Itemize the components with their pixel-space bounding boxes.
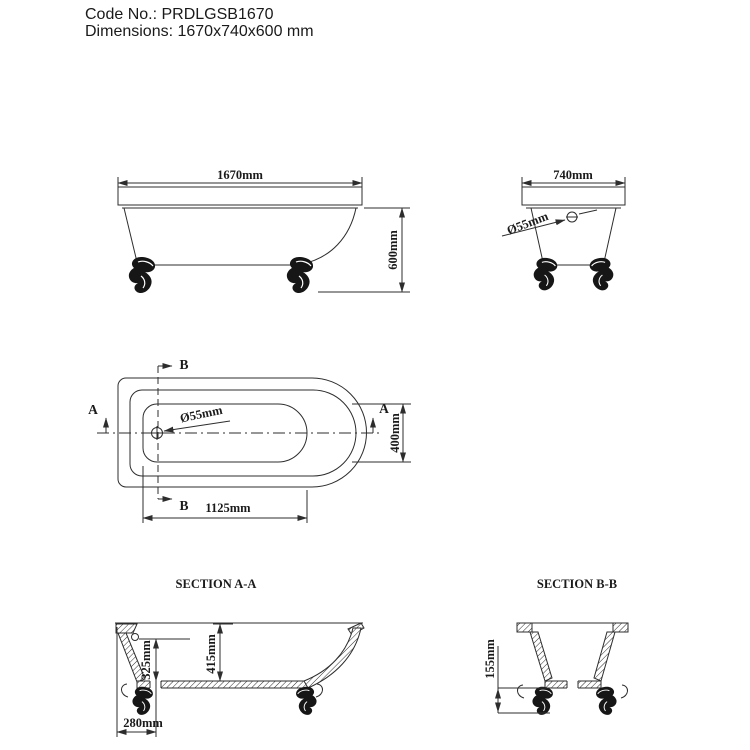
section-a-markers: [88, 401, 389, 433]
tub-right-edge: [604, 208, 616, 262]
rim-section-right: [613, 623, 628, 632]
width-dimension-label: 740mm: [553, 168, 593, 182]
rim-section-left: [116, 624, 137, 633]
section-a-label: A: [88, 402, 98, 417]
section-bb-title: SECTION B-B: [536, 577, 618, 591]
section-b-label: B: [179, 357, 189, 372]
drain-diameter-label: Ø55mm: [178, 402, 224, 426]
claw-foot: [532, 687, 552, 715]
claw-foot: [129, 257, 155, 293]
plan-view: [88, 357, 411, 523]
section-b-label: B: [179, 498, 189, 513]
foot-scroll: [621, 685, 628, 698]
section-aa-title: SECTION A-A: [175, 577, 257, 591]
floor-section: [137, 681, 310, 688]
foot-scroll: [517, 685, 524, 698]
foot-scroll: [121, 684, 128, 697]
leader-line: [579, 210, 597, 214]
claw-foot: [132, 687, 152, 715]
tub-rim: [118, 187, 362, 205]
inner-depth-dimension: [139, 639, 190, 681]
drain-diameter-label: Ø55mm: [504, 209, 551, 238]
height-dimension-label: 600mm: [385, 230, 400, 270]
back-wall-section: [304, 628, 361, 688]
section-bb-view: [483, 577, 628, 715]
tub-rim: [522, 187, 625, 205]
drain-callout: [150, 403, 230, 440]
inner-width-label: 400mm: [387, 413, 402, 453]
leader-line: [164, 421, 230, 431]
side-elevation-view: [118, 168, 410, 293]
inner-depth-label: 325mm: [138, 640, 153, 680]
dimensions-line: Dimensions: 1670x740x600 mm: [85, 23, 314, 40]
inner-length-dimension: [143, 466, 307, 523]
claw-foot: [296, 687, 316, 715]
rim-section-left: [517, 623, 532, 632]
length-dimension-label: 1670mm: [217, 168, 263, 182]
depth-label: 415mm: [203, 634, 218, 674]
tub-back-curve: [302, 208, 356, 264]
drain-gap: [567, 680, 578, 689]
wall-section-right: [594, 632, 615, 681]
claw-foot: [596, 687, 616, 715]
claw-foot: [534, 258, 558, 290]
end-elevation-view: [502, 168, 625, 290]
depth-dimension: [204, 624, 233, 681]
drain-callout: [502, 209, 597, 238]
claw-foot: [590, 258, 614, 290]
end-offset-label: 280mm: [123, 716, 163, 730]
tub-front-edge: [124, 208, 137, 262]
wall-section-left: [530, 632, 552, 681]
tub-side-outline: [118, 187, 362, 293]
foot-scroll: [316, 684, 323, 697]
rim-roll: [132, 634, 139, 641]
section-a-label: A: [379, 401, 389, 416]
tub-end-outline: [522, 187, 625, 290]
code-number-line: Code No.: PRDLGSB1670: [85, 6, 274, 23]
inner-length-label: 1125mm: [205, 501, 251, 515]
claw-foot: [287, 257, 313, 293]
floor-clearance-label: 155mm: [482, 639, 497, 679]
section-aa-view: [115, 577, 364, 737]
